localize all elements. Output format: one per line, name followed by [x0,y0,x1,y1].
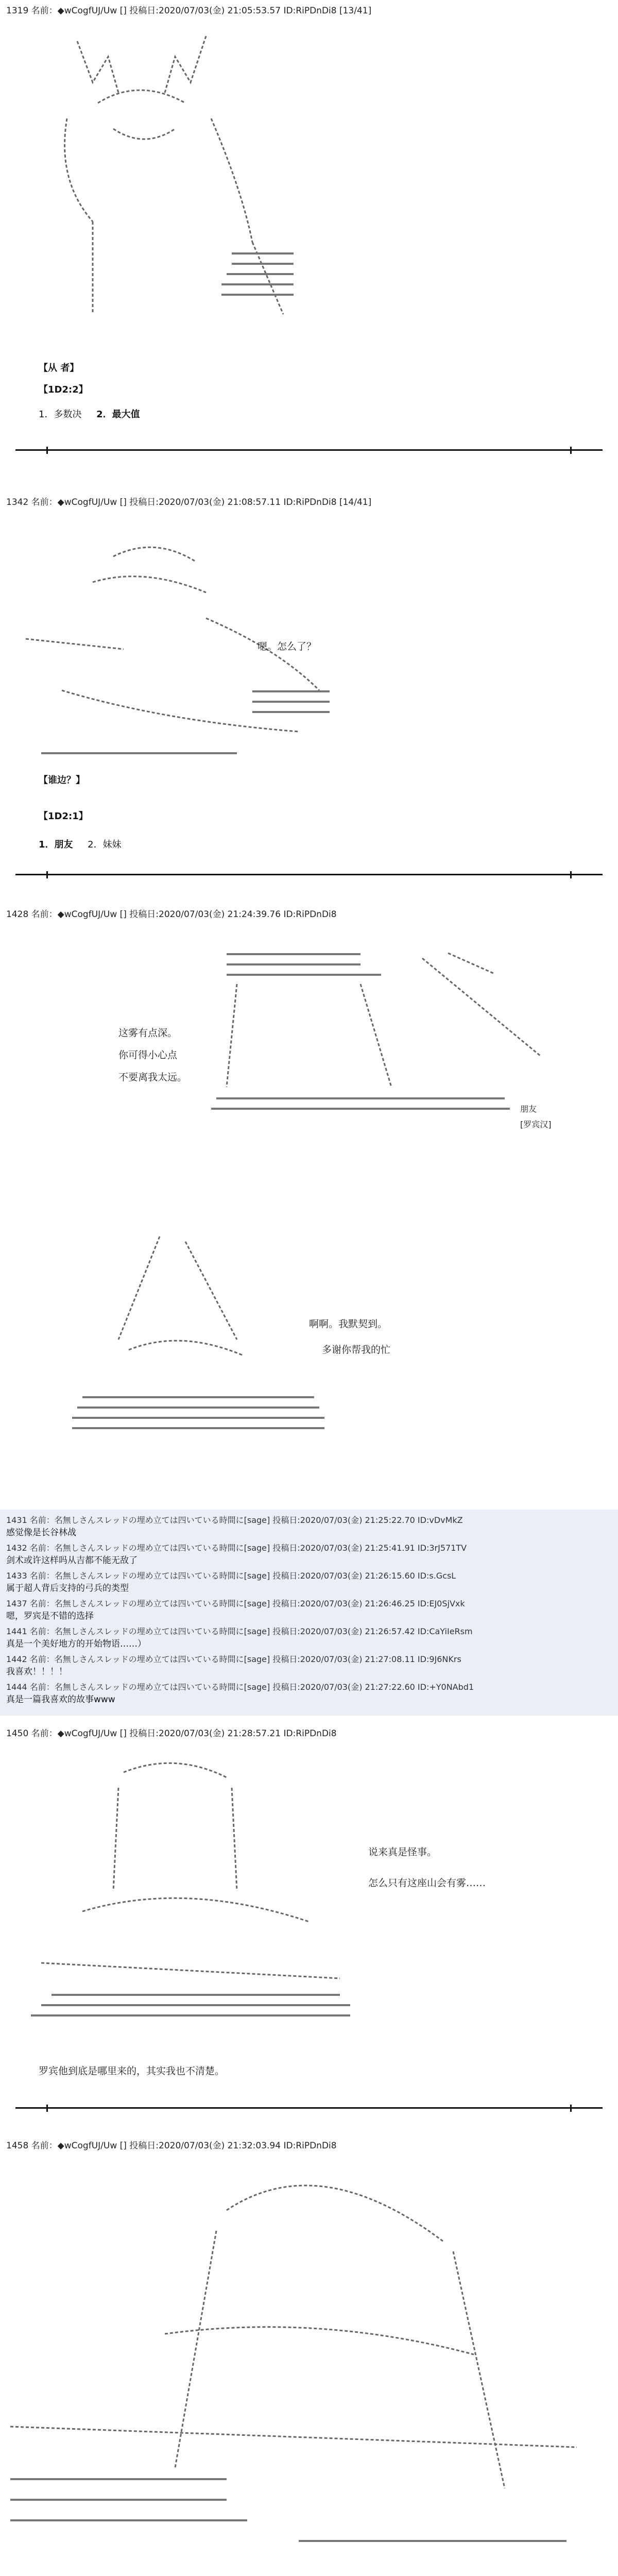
post-header: 1458 名前：◆wCogfUJ/Uw [] 投稿日:2020/07/03(金) 21:32:03.94 ID:RiPDnDi8 [6,2141,337,2151]
reply-text: 感觉像是长谷林战 [6,1528,76,1538]
reply-header: 1432 名前：名無しさんスレッドの埋め立ては四いている時間に[sage] 投稿日:2020/07/03(金) 21:25:41.91 ID:3rJ571TV [6,1543,467,1553]
separator-line [15,449,603,451]
speaker-label: [罗宾汉] [520,1120,552,1129]
speaker-label: 朋友 [520,1104,537,1114]
post-header: 1450 名前：◆wCogfUJ/Uw [] 投稿日:2020/07/03(金) 21:28:57.21 ID:RiPDnDi8 [6,1728,337,1739]
ascii-art-hooded [21,1757,360,2025]
dialogue: 这雾有点深。 [118,1027,178,1039]
dialogue: 啊啊。我默契到。 [309,1318,388,1330]
hooded-art-svg [21,1757,360,2025]
reply-header: 1431 名前：名無しさんスレッドの埋め立ては四いている時間に[sage] 投稿日:2020/07/03(金) 21:25:22.70 ID:vDvMkZ [6,1515,463,1525]
vote-option-selected: 2．最大值 [96,409,140,420]
dialogue: 不要离我太远。 [118,1072,187,1083]
reply-header: 1444 名前：名無しさんスレッドの埋め立ては四いている時間に[sage] 投稿日:2020/07/03(金) 21:27:22.60 ID:+Y0NAbd1 [6,1682,474,1692]
separator-line [15,2107,603,2109]
dialogue: 说来真是怪事。 [368,1846,437,1858]
forest-art-svg [10,2159,592,2576]
vote-result: 【1D2:2】 [39,384,88,395]
vote-option: 2．妹妹 [88,839,122,850]
reply-text: 嗯，罗宾是不错的选择 [6,1611,94,1621]
vote-option-selected: 1．朋友 [39,839,73,850]
post-header: 1342 名前：◆wCogfUJ/Uw [] 投稿日:2020/07/03(金) 21:08:57.11 ID:RiPDnDi8 [14/41] [6,497,372,507]
fox-art-svg [36,26,304,325]
reply-list [0,1510,618,1716]
ascii-art-child [67,1226,335,1443]
archer-art-svg [206,943,577,1170]
ascii-art-archer [206,943,577,1170]
dialogue: 你可得小心点 [118,1049,178,1061]
dialogue: 嗯。怎么了？ [258,641,317,652]
dialogue: 多谢你帮我的忙 [322,1344,391,1355]
reply-header: 1433 名前：名無しさんスレッドの埋め立ては四いている時間に[sage] 投稿日:2020/07/03(金) 21:26:15.60 ID:s.GcsL [6,1571,456,1581]
vote-option: 1．多数决 [39,409,82,420]
reply-text: 属于超人背后支持的弓兵的类型 [6,1583,129,1594]
reply-text: 我喜欢！！！！ [6,1667,67,1677]
vote-result: 【1D2:1】 [39,811,88,822]
narration: 罗宾他到底是哪里来的，其实我也不清楚。 [39,2065,225,2077]
vote-title: 【谁边？】 [39,775,85,786]
reply-text: 剑术或许这样吗从吉都不能无敌了 [6,1555,138,1566]
separator-line [15,874,603,875]
reply-header: 1441 名前：名無しさんスレッドの埋め立ては四いている時間に[sage] 投稿日:2020/07/03(金) 21:26:57.42 ID:CaYiIeRsm [6,1626,473,1636]
ascii-art-fox [36,26,304,325]
vote-title: 【从 者】 [39,363,79,374]
vote-options [39,837,122,851]
post-header: 1428 名前：◆wCogfUJ/Uw [] 投稿日:2020/07/03(金) 21:24:39.76 ID:RiPDnDi8 [6,909,337,920]
dialogue: 怎么只有这座山会有雾…… [368,1877,486,1889]
reply-header: 1442 名前：名無しさんスレッドの埋め立ては四いている時間に[sage] 投稿日:2020/07/03(金) 21:27:08.11 ID:9J6NKrs [6,1654,461,1664]
child-art-svg [67,1226,335,1443]
reply-text: 真是一个美好地方的开始物语……） [6,1639,146,1649]
vote-options [39,407,140,420]
reply-header: 1437 名前：名無しさんスレッドの埋め立ては四いている時間に[sage] 投稿日:2020/07/03(金) 21:26:46.25 ID:EJ0SjVxk [6,1599,465,1608]
reply-text: 真是一篇我喜欢的故事www [6,1694,115,1705]
post-header: 1319 名前：◆wCogfUJ/Uw [] 投稿日:2020/07/03(金) 21:05:53.57 ID:RiPDnDi8 [13/41] [6,6,372,16]
ascii-art-forest-boy [10,2159,592,2576]
